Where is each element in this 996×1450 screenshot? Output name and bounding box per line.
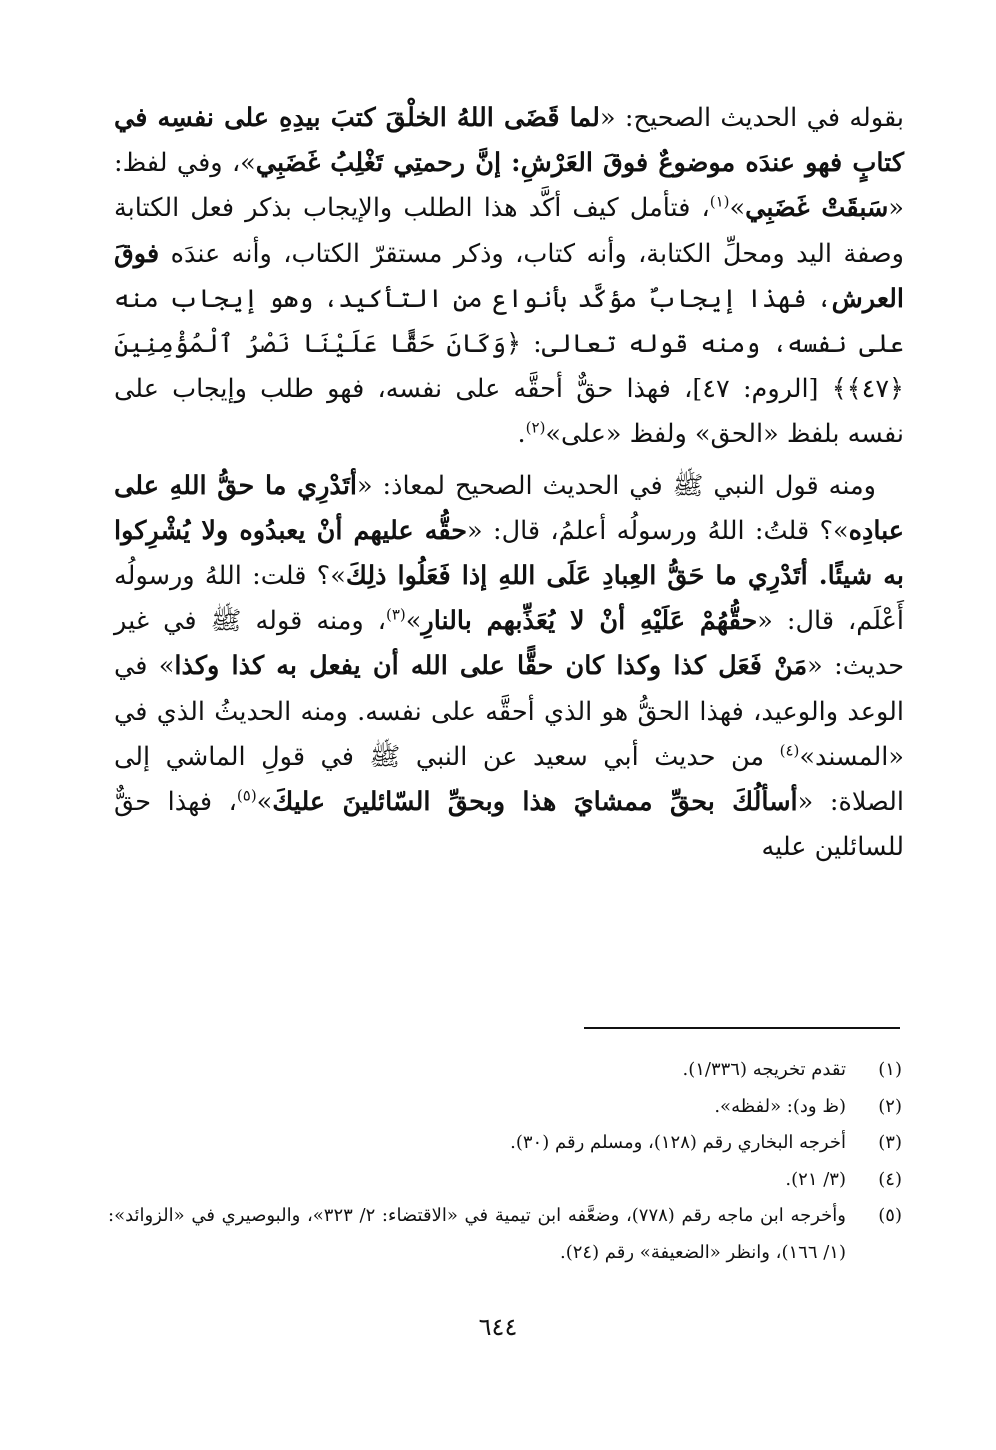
text-run: من حديث أبي سعيد عن النبي ﷺ في قولِ الماشي إلى الصلاة: « (114, 741, 904, 818)
footnote-number: (٤) (878, 1168, 902, 1190)
paragraph (114, 464, 904, 871)
footnote-item (108, 1052, 902, 1089)
footnote-number: (٥) (878, 1205, 902, 1226)
footnote-text: تقدم تخريجه (١/٣٣٦). (682, 1059, 846, 1080)
footnote-text: أخرجه البخاري رقم (١٢٨)، ومسلم رقم (٣٠). (510, 1132, 846, 1153)
footnote-ref: (٥) (236, 786, 257, 805)
footnotes (108, 1052, 902, 1271)
footnote-text: (ظ ود): «لفظه». (714, 1095, 846, 1117)
text-run: ومنه قول النبي ﷺ في الحديث الصحيح لمعاذ: « (357, 470, 876, 501)
text-run: . (517, 419, 526, 450)
footnote-separator (584, 1027, 900, 1029)
text-run: ، ومنه قوله ﷺ في غير حديث: « (114, 606, 904, 682)
footnote-ref: (١) (709, 192, 730, 211)
footnote-number: (١) (878, 1059, 902, 1080)
text-run: »؟ قلتُ: اللهُ ورسولُه أعلمُ، قال: « (467, 515, 849, 546)
text-run: ، فهذا إيجابٌ مؤكَّد بأنواع من التأكيد، وهو إيجاب منه على نفسه، ومنه قوله تعالى: ﴿وَكَانَ حَقًّا عَلَيْنَا نَصْرُ ٱلْمُؤْمِنِينَ ﴿٤٧﴾﴾ [الروم: ٤٧]، فهذا حقٌّ أحقَّه على نفسه، فهو طلب وإيجاب على نفسه بلفظ «الحق» ولفظ «على» (114, 283, 904, 450)
main-text (114, 96, 904, 870)
footnote-item (108, 1089, 902, 1126)
hadith-quote: أتَدْرِي ما حقُّ اللهِ على عبادِه (114, 470, 905, 546)
text-run: »؟ قلت: اللهُ ورسولُه أَعْلَم، قال: « (114, 561, 905, 637)
text-run: » (405, 606, 422, 637)
hadith-quote: أسألُكَ بحقِّ ممشايَ هذا وبحقِّ السّائلينَ عليكَ (272, 787, 798, 818)
footnote-ref: (٢) (525, 418, 546, 437)
hadith-quote: حقُّه عليهم أنْ يعبدُوه ولا يُشْرِكوا به شيئًا. أتَدْرِي ما حَقُّ العِبادِ عَلَى اللهِ إذا فَعَلُوا ذلِكَ (114, 515, 905, 592)
footnote-text: (٣/ ٢١). (785, 1168, 846, 1190)
footnote-item (108, 1198, 902, 1271)
text-run: ، فتأمل كيف أكَّد هذا الطلب والإيجاب بذكر فعل الكتابة وصفة اليد ومحلِّ الكتابة، وأنه كتاب، وذكر مستقرّ الكتاب، وأنه عندَه (114, 193, 904, 269)
text-run: » (729, 193, 746, 224)
footnote-text: وأخرجه ابن ماجه رقم (٧٧٨)، وضعَّفه ابن تيمية في «الاقتضاء: ٢/ ٣٢٣»، والبوصيري في «الزوائد»: (١/ ١٦٦)، وانظر «الضعيفة» رقم (٢٤). (108, 1205, 846, 1263)
footnote-ref: (٣) (385, 605, 406, 624)
footnote-ref: (٤) (779, 741, 800, 760)
footnote-number: (٢) (878, 1095, 902, 1117)
footnote-item (108, 1162, 902, 1199)
hadith-quote: لما قَضَى اللهُ الخلْقَ كتبَ بيدِهِ على نفسِه في كتابٍ فهو عندَه موضوعٌ فوقَ العَرْشِ: إنَّ رحمتِي تَغْلِبُ غَضَبِي (114, 103, 904, 179)
hadith-quote: فوقَ العرش (114, 238, 904, 314)
hadith-quote: حقُّهُمْ عَلَيْهِ أنْ لا يُعَذِّبهم بالنارِ (421, 606, 758, 637)
footnote-number: (٣) (878, 1132, 902, 1153)
hadith-quote: مَنْ فَعَل كذا وكذا كان حقًّا على الله أن يفعل به كذا وكذا (174, 651, 808, 682)
text-run: ، فهذا حقٌّ للسائلين عليه (114, 787, 904, 863)
text-run: بقوله في الحديث الصحيح: « (599, 103, 904, 133)
paragraph (114, 96, 904, 458)
page-number: ٦٤٤ (478, 1313, 518, 1341)
hadith-quote: سَبقَتْ غَضَبِي (745, 193, 889, 224)
text-run: » (256, 787, 273, 818)
text-run: » في الوعد والوعيد، فهذا الحقُّ هو الذي أحقَّه على نفسه. ومنه الحديثُ الذي في «المسند» (114, 651, 904, 772)
footnote-item (108, 1125, 902, 1162)
text-run: »، وفي لفظ: « (114, 148, 904, 224)
